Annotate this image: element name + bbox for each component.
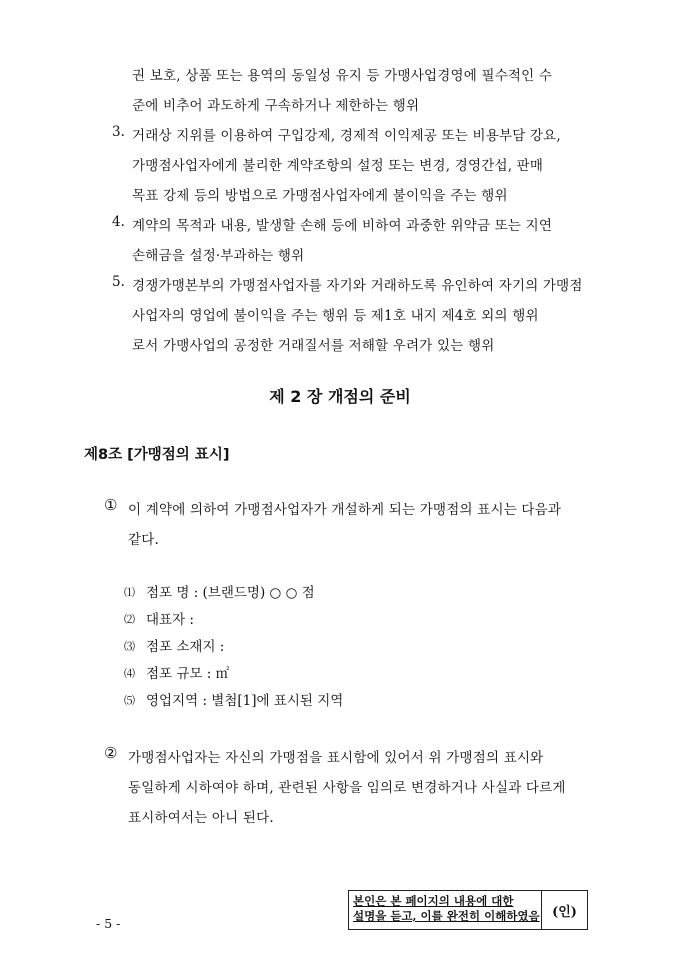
clause-2-line-1: 권 보호, 상품 또는 용역의 동일성 유지 등 가맹사업경영에 필수적인 수 [132, 68, 553, 84]
clause-4-number: 4. [112, 214, 125, 230]
clause-3-line-3: 목표 강제 등의 방법으로 가맹점사업자에게 불이익을 주는 행위 [132, 188, 508, 204]
item-2-mark: ⑵ [124, 613, 135, 626]
seal-field[interactable]: (인) [552, 904, 577, 920]
item-store-size: 점포 규모 : ㎡ [146, 666, 230, 682]
clause-3-line-2: 가맹점사업자에게 불리한 계약조항의 설정 또는 변경, 경영간섭, 판매 [132, 158, 544, 174]
paragraph-1-mark: ① [104, 496, 118, 514]
clause-3-line-1: 거래상 지위를 이용하여 구입강제, 경제적 이익제공 또는 비용부담 강요, [132, 128, 561, 144]
item-3-mark: ⑶ [124, 640, 135, 653]
item-business-area: 영업지역 : 별첨[1]에 표시된 지역 [146, 693, 344, 709]
clause-4-line-2: 손해금을 설정·부과하는 행위 [132, 248, 305, 264]
item-1-mark: ⑴ [124, 586, 135, 599]
item-5-mark: ⑸ [124, 694, 135, 707]
paragraph-2-line-3: 표시하여서는 아니 된다. [128, 810, 274, 826]
confirmation-statement [349, 891, 542, 929]
item-store-name: 점포 명 : (브랜드명) ○ ○ 점 [146, 585, 315, 601]
confirmation-line-2: 설명을 듣고, 이를 완전히 이해하였음 [353, 909, 540, 923]
paragraph-2-mark: ② [104, 744, 118, 762]
chapter-heading: 제 2 장 개점의 준비 [269, 387, 411, 406]
paragraph-1-line-2: 같다. [128, 532, 159, 548]
page-number: - 5 - [96, 916, 121, 931]
clause-5-line-2: 사업자의 영업에 불이익을 주는 행위 등 제1호 내지 제4호 외의 행위 [132, 308, 539, 324]
clause-5-number: 5. [112, 274, 125, 290]
paragraph-1-line-1: 이 계약에 의하여 가맹점사업자가 개설하게 되는 가맹점의 표시는 다음과 [128, 502, 562, 518]
item-representative: 대표자 : [146, 612, 194, 628]
item-4-mark: ⑷ [124, 667, 135, 680]
confirmation-line-1: 본인은 본 페이지의 내용에 대한 [353, 894, 514, 908]
item-store-location: 점포 소재지 : [146, 639, 225, 655]
article-heading: 제8조 [가맹점의 표시] [84, 447, 230, 463]
paragraph-2-line-2: 동일하게 시하여야 하며, 관련된 사항을 임의로 변경하거나 사실과 다르게 [128, 780, 566, 796]
paragraph-2-line-1: 가맹점사업자는 자신의 가맹점을 표시함에 있어서 위 가맹점의 표시와 [128, 750, 544, 766]
clause-3-number: 3. [112, 124, 125, 140]
clause-4-line-1: 계약의 목적과 내용, 발생할 손해 등에 비하여 과중한 위약금 또는 지연 [132, 218, 553, 234]
clause-5-line-3: 로서 가맹사업의 공정한 거래질서를 저해할 우려가 있는 행위 [132, 338, 495, 354]
clause-2-line-2: 준에 비추어 과도하게 구속하거나 제한하는 행위 [132, 98, 420, 114]
clause-5-line-1: 경쟁가맹본부의 가맹점사업자를 자기와 거래하도록 유인하여 자기의 가맹점 [132, 278, 583, 294]
page-confirmation-box [348, 890, 588, 930]
